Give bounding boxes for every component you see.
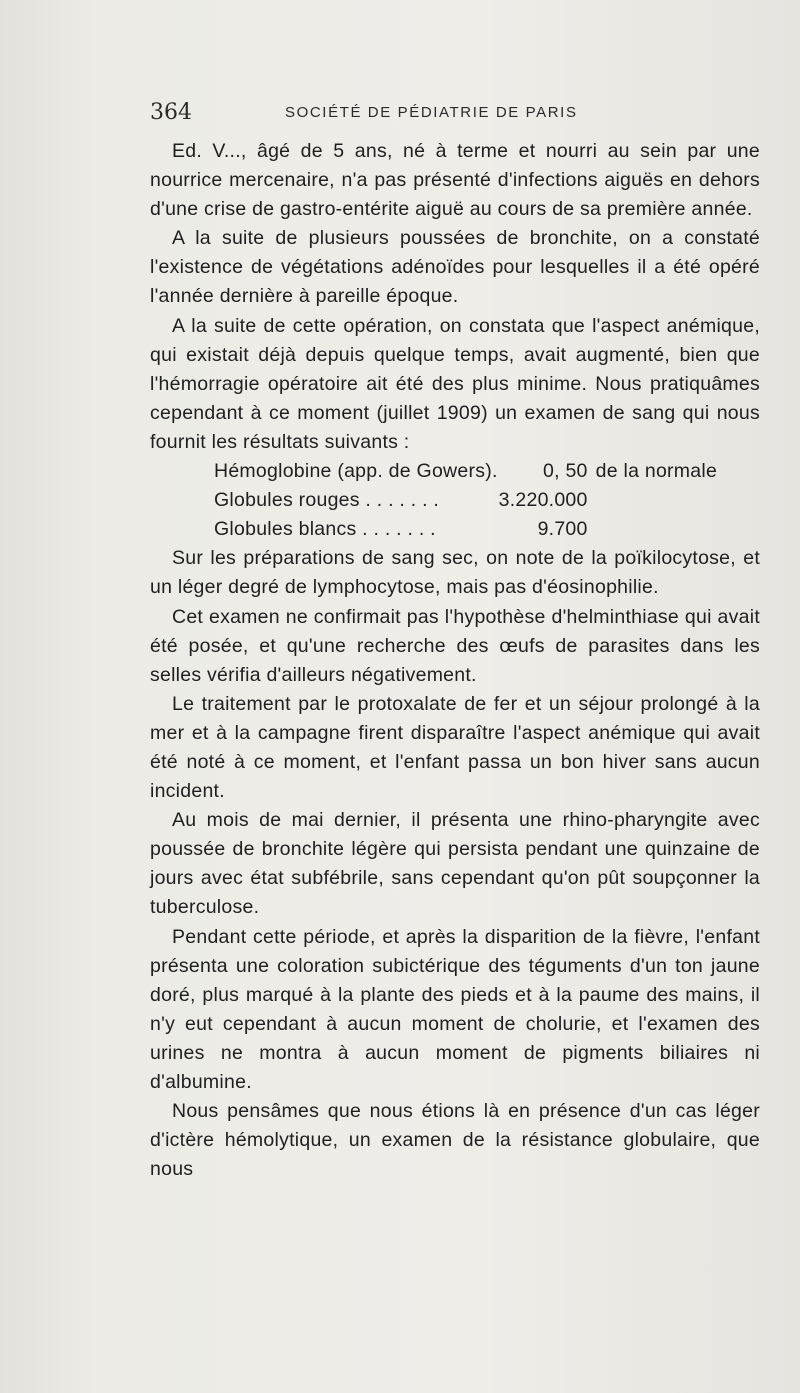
paragraph: Sur les préparations de sang sec, on note de la poïkilocytose, et un léger degré de lymphocytose, mais pas d'éosinophilie.: [150, 547, 760, 599]
result-value: 9.700: [537, 518, 588, 541]
paragraph: Au mois de mai dernier, il présenta une rhino-pharyngite avec poussée de bronchite légère qui persista pendant une quinzaine de jours avec état subfébrile, sans cependant qu'on pût soupçonner la tuberculose.: [150, 809, 760, 919]
table-row: [214, 486, 774, 515]
result-label: Globules rouges . . . . . . .: [214, 489, 440, 512]
result-label: Globules blancs . . . . . . .: [214, 518, 436, 541]
page-header: [150, 100, 750, 134]
running-title: SOCIÉTÉ DE PÉDIATRIE DE PARIS: [285, 104, 578, 121]
paragraph: A la suite de plusieurs poussées de bronchite, on a constaté l'existence de végétations adénoïdes pour lesquelles il a été opéré l'année dernière à pareille époque.: [150, 227, 760, 308]
table-row: [214, 515, 774, 544]
page-number: 364: [150, 100, 192, 125]
paragraph: Ed. V..., âgé de 5 ans, né à terme et nourri au sein par une nourrice mercenaire, n'a pas présenté d'infections aiguës en dehors d'une crise de gastro-entérite aiguë au cours de sa première année.: [150, 140, 760, 221]
paragraph: A la suite de cette opération, on constata que l'aspect anémique, qui existait déjà depuis quelque temps, avait augmenté, bien que l'hémorragie opératoire ait été des plus minime. Nous pratiquâmes cependant à ce moment (juillet 1909) un examen de sang qui nous fournit les résultats suivants :: [150, 314, 760, 453]
result-unit: [588, 486, 774, 515]
result-label: Hémoglobine (app. de Gowers).: [214, 460, 498, 483]
blood-results-table: [214, 457, 774, 544]
result-unit: [588, 515, 774, 544]
paragraph: Nous pensâmes que nous étions là en présence d'un cas léger d'ictère hémolytique, un examen de la résistance globulaire, que nous: [150, 1100, 760, 1181]
paragraph: Pendant cette période, et après la disparition de la fièvre, l'enfant présenta une coloration subictérique des téguments d'un ton jaune doré, plus marqué à la plante des pieds et à la paume des mains, il n'y eut cependant à aucun moment de cholurie, et l'examen des urines ne montra à aucun moment de pigments biliaires ni d'albumine.: [150, 925, 760, 1093]
result-unit: de la normale: [595, 460, 718, 483]
paragraph: Cet examen ne confirmait pas l'hypothèse d'helminthiase qui avait été posée, et qu'une recherche des œufs de parasites dans les selles vérifia d'ailleurs négativement.: [150, 605, 760, 686]
result-value: 3.220.000: [498, 489, 588, 512]
result-value: 0, 50: [543, 460, 588, 483]
table-row: [214, 457, 774, 486]
page-body: [150, 137, 760, 1184]
paragraph: Le traitement par le protoxalate de fer et un séjour prolongé à la mer et à la campagne firent disparaître l'aspect anémique qui avait été noté à ce moment, et l'enfant passa un bon hiver sans aucun incident.: [150, 692, 760, 803]
